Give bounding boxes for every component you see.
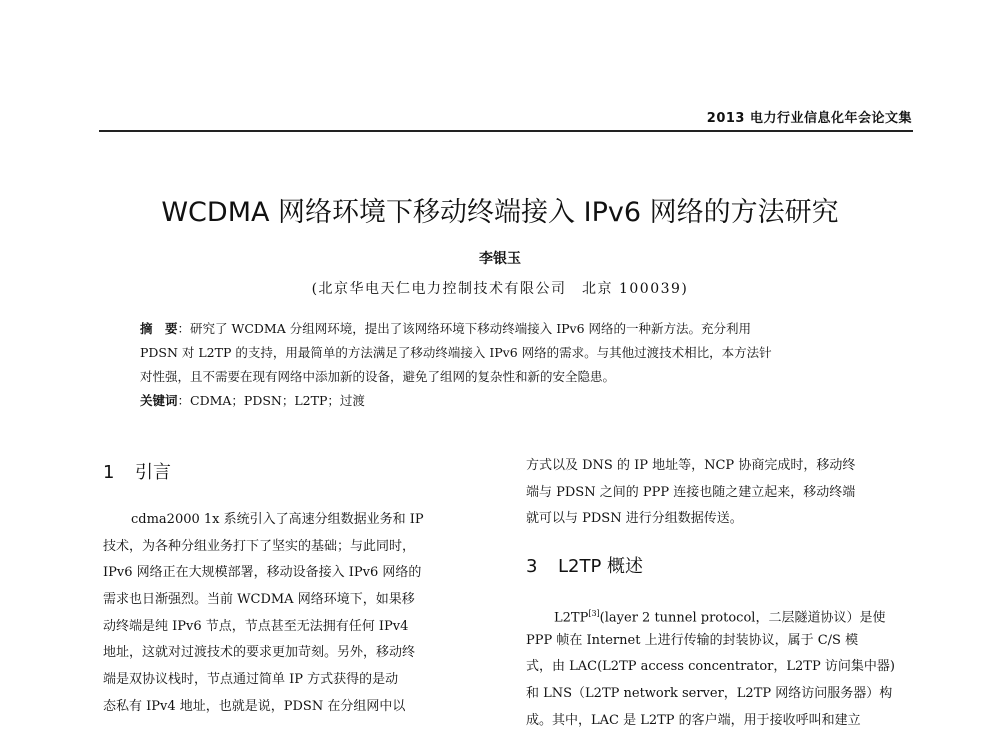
header-rule: [99, 130, 913, 132]
section-number: 1: [103, 462, 115, 483]
right-column: [526, 453, 911, 735]
body-line: 和 LNS（L2TP network server，L2TP 网络访问服务器）构: [526, 686, 893, 702]
abstract-line: PDSN 对 L2TP 的支持，用最简单的方法满足了移动终端接入 IPv6 网络的需求。与其他过渡技术相比，本方法针: [140, 345, 772, 360]
paper-affiliation: (北京华电天仁电力控制技术有限公司 北京 100039): [311, 281, 689, 297]
body-line: 地址，这就对过渡技术的要求更加苛刻。另外，移动终: [103, 645, 416, 661]
body-line: cdma2000 1x 系统引入了高速分组数据业务和 IP: [131, 512, 424, 527]
section-1-heading: [103, 453, 488, 493]
body-line: 成。其中，LAC 是 L2TP 的客户端，用于接收呼叫和建立: [526, 712, 861, 728]
abstract-block: [140, 317, 882, 413]
body-line: 动终端是纯 IPv6 节点，节点甚至无法拥有任何 IPv4: [103, 618, 409, 634]
citation-ref: [3]: [588, 609, 600, 619]
body-line: 方式以及 DNS 的 IP 地址等，NCP 协商完成时，移动终: [526, 458, 856, 473]
l2tp-term: L2TP: [554, 610, 589, 626]
keywords-line: [140, 389, 882, 413]
abstract-line: [140, 317, 882, 341]
abstract-line: 对性强，且不需要在现有网络中添加新的设备，避免了组网的复杂性和新的安全隐患。: [140, 369, 616, 384]
body-line: [526, 601, 911, 628]
body-line: IPv6 网络正在大规模部署，移动设备接入 IPv6 网络的: [103, 565, 422, 581]
running-header: 2013 电力行业信息化年会论文集: [706, 111, 912, 126]
body-line: 式，由 LAC(L2TP access concentrator，L2TP 访问集中器): [526, 659, 895, 675]
section-title: 引言: [135, 462, 171, 483]
body-line: 就可以与 PDSN 进行分组数据传送。: [526, 511, 743, 527]
section-title: L2TP 概述: [558, 556, 644, 578]
body-line: 端与 PDSN 之间的 PPP 连接也随之建立起来，移动终端: [526, 484, 856, 500]
body-line: 端是双协议栈时，节点通过简单 IP 方式获得的是动: [103, 672, 399, 688]
abstract-text: ：研究了 WCDMA 分组网环境，提出了该网络环境下移动终端接入 IPv6 网络的一种新方法。充分利用: [177, 321, 752, 336]
body-line: 需求也日渐强烈。当前 WCDMA 网络环境下，如果移: [103, 592, 415, 608]
body-line: 技术，为各种分组业务打下了坚实的基础；与此同时，: [103, 538, 416, 554]
body-line: 态私有 IPv4 地址，也就是说，PDSN 在分组网中以: [103, 698, 406, 714]
left-column: [103, 453, 488, 721]
body-line: PPP 帧在 Internet 上进行传输的封装协议，属于 C/S 模: [526, 632, 859, 648]
section-3-heading: [526, 547, 911, 587]
keywords-text: ：CDMA；PDSN；L2TP；过渡: [177, 393, 365, 408]
body-text: (layer 2 tunnel protocol，二层隧道协议）是使: [599, 610, 886, 626]
section-number: 3: [526, 556, 538, 578]
paper-title: WCDMA 网络环境下移动终端接入 IPv6 网络的方法研究: [161, 197, 839, 228]
abstract-label: 摘 要: [140, 321, 178, 336]
keywords-label: 关键词: [140, 393, 178, 408]
paper-author: 李银玉: [479, 251, 521, 267]
